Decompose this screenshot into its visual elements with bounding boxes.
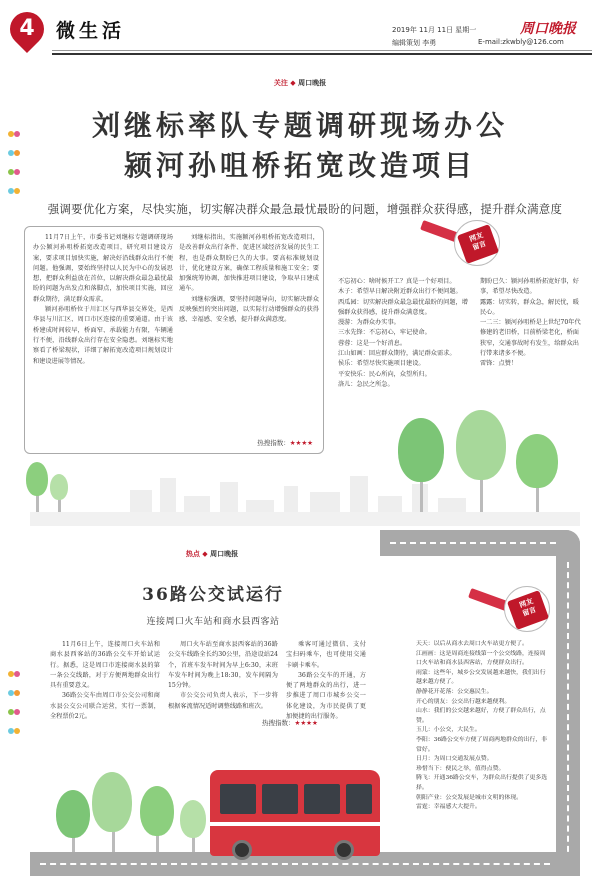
- comment-item: 西瓜园：切实解决群众最急最忧最盼的问题，增强群众获得感，提升群众满意度。: [338, 298, 468, 316]
- flag-dot-icon: ◆: [290, 79, 296, 87]
- bus-wheel-icon: [232, 840, 252, 860]
- comment-item: 不忘初心：啥时候开工？真是一个好项目。: [338, 278, 456, 285]
- tree-icon: [92, 772, 132, 832]
- comment-item: 期盼已久：颍河孙咀桥拓宽好事，好事，希望尽快改造。: [480, 278, 579, 296]
- comment-item: 珍惜当下：便民之举，值得点赞。: [416, 765, 505, 772]
- article1-paragraph: 颍河孙咀桥位于川汇区与西华县交界处，是西华县与川汇区、周口市区连接的重要通道。由于该桥建成时间较早，桥面窄、承载能力有限，车辆通行不便，沿线群众出行存在安全隐患。刘继标实地察看了桥梁现状，详细了解拓宽改造项目规划设计和建设进展等情况。: [33, 306, 173, 365]
- article1-comments-col2: [480, 277, 584, 370]
- road-dash: [390, 542, 566, 544]
- tree-icon: [50, 474, 68, 500]
- article2-paragraph: 乘客可通过微信、支付宝扫码乘车，也可使用交通卡刷卡乘车。: [286, 641, 366, 669]
- comment-item: 洛儿：急民之所急。: [338, 380, 394, 388]
- tree-icon: [516, 434, 558, 488]
- comment-item: 山水：我们的公交越来越好，方便了群众出行，点赞。: [416, 708, 546, 724]
- comments-badge: [454, 220, 500, 266]
- header-divider: [52, 50, 592, 51]
- editor-email: E-mail:zkwbly@126.com: [478, 38, 564, 46]
- article2-subheadline: 连接周口火车站和商水县西客站: [146, 617, 280, 627]
- tree-icon: [56, 790, 90, 838]
- article1-comments-col1: [338, 277, 468, 390]
- article2-paragraph: 周口火车站至商水县西客站的36路公交车线路全长约30公里，沿途设站24个，首班车发车时间为早上6:30，末班车发车时间为晚上18:30，发车间隔为15分钟。: [168, 641, 278, 690]
- article2-paragraph: 11月6日上午，连接周口火车站和商水县西客站的36路公交车开始试运行。据悉，这是周口市连接商水县的第一条公交线路，对于方便两地群众出行具有重要意义。: [50, 641, 160, 690]
- newspaper-logo: 周口晚报: [520, 21, 576, 37]
- flag-dot-icon: ◆: [202, 550, 208, 558]
- rating-stars-icon: ★★★★: [289, 439, 313, 447]
- road-dash: [567, 562, 569, 862]
- article1-body-box: [24, 226, 324, 454]
- comment-item: 漫游：为群众办实事。: [338, 319, 400, 327]
- tree-icon: [456, 410, 506, 480]
- header-divider-thick: [52, 53, 592, 55]
- article2-flag-paper: 周口晚报: [210, 550, 239, 558]
- article2-paragraph: 市公交公司负责人表示，下一步将根据客流情况适时调整线路和班次。: [168, 692, 278, 710]
- comment-item: 江画画：这是周商连接线第一个公交线路，连接周口火车站和商水县西客站，方便群众出行。: [416, 650, 546, 667]
- article1-paragraph: 刘继标指出，实施颍河孙咀桥拓宽改造项目，是改善群众出行条件、促进区域经济发展的民生工程，也是群众期盼已久的大事。要高标准规划设计，优化建设方案，确保工程质量和施工安全；要加强统筹协调，加快推进项目建设，争取早日建成通车。: [179, 234, 319, 293]
- comment-item: 腾飞：开通36路公交车，为群众出行提供了更多选择。: [416, 775, 548, 791]
- page-number: 4: [19, 16, 35, 41]
- article1-headline-line2: 颍河孙咀桥拓宽改造项目: [123, 149, 476, 182]
- article1-flag-label: 关注: [273, 79, 288, 87]
- article2-headline: 36路公交试运行: [142, 585, 284, 605]
- comment-item: 侯乐：希望尽快实施项目建设。: [338, 360, 425, 368]
- article2-rating: [262, 718, 318, 727]
- comment-item: 露露：切实转，群众急，解民忧，暖民心。: [480, 298, 579, 316]
- road-dash: [40, 863, 550, 865]
- article1-body-col1: [33, 233, 173, 367]
- comment-item: 李阳：36路公交车方便了周商两地群众的出行，非常好。: [416, 736, 548, 753]
- article2-paragraph: 36路公交车的开通，方便了两地群众的出行，进一步推进了周口市城乡公交一体化建设，为市民提供了更加便捷的出行服务。: [286, 671, 366, 721]
- bus-wheel-icon: [334, 840, 354, 860]
- article1-paragraph: 11月7日上午，市委书记刘继标专题调研现场办公颍河孙咀桥拓宽改造项目，研究项目建设方案，要求项目加快实施，解决好沿线群众出行不便问题。他强调，要始终坚持以人民为中心的发展思想，把群众利益放在首位，以解决群众最急最忧最盼的问题为出发点和落脚点，加快项目实施，回应群众期待，满足群众需求。: [33, 234, 173, 303]
- badge-label: 网友 留言: [468, 231, 488, 252]
- rating-stars-icon: ★★★★: [294, 719, 318, 727]
- tree-icon: [26, 462, 48, 496]
- badge-label: 网友 留言: [518, 597, 538, 618]
- article1-flag: [240, 78, 360, 88]
- comments-badge: [504, 586, 550, 632]
- rating-label: 热搜指数：: [262, 719, 295, 727]
- comment-item: 朝阳产业：公交发展是城市文明的体现。: [416, 794, 523, 801]
- section-title: 微生活: [56, 20, 126, 42]
- comment-item: 静静花开花落：公交惠民生。: [416, 688, 493, 695]
- article2-body-col3: [286, 640, 366, 722]
- article2-flag: [152, 549, 272, 559]
- article2-paragraph: 36路公交车由周口市公交公司和商水县公交公司联合运营，实行一票制，全程票价2元。: [50, 692, 160, 721]
- issue-date: 2019年 11月 11日 星期一: [392, 26, 477, 34]
- article2-body-col2: [168, 640, 278, 712]
- comment-item: 雷锋：点赞！: [480, 360, 518, 368]
- comment-item: 平安快乐：民心所向，众望所归。: [338, 370, 431, 378]
- article1-headline-line1: 刘继标率队专题调研现场办公: [91, 109, 508, 142]
- rating-label: 热搜指数：: [257, 439, 290, 447]
- ground-strip: [30, 512, 580, 526]
- article2-flag-label: 热点: [185, 550, 200, 558]
- article1-body-col2: [179, 233, 319, 326]
- comment-item: 日月：为周口交通发展点赞。: [416, 756, 493, 763]
- tree-icon: [180, 800, 206, 838]
- comment-item: 天天：以后从商水去周口火车站更方便了。: [416, 641, 528, 647]
- comment-item: 雷霆：幸福感大大提升。: [416, 804, 481, 811]
- comment-item: 木子：希望早日解决附近群众出行不便问题。: [338, 288, 462, 296]
- article1-subheadline: 强调要优化方案，尽快实施，切实解决群众最急最忧最盼的问题，增强群众获得感，提升群众满意度: [47, 202, 563, 216]
- editor-credit: 编辑策划 李勇: [392, 39, 437, 47]
- comment-item: 一二三：颍河孙咀桥是上世纪70年代修建的老旧桥，目前桥梁老化，桥面狭窄，交通事故时有发生，给群众出行带来诸多不便。: [480, 319, 581, 358]
- bus-illustration: [210, 770, 380, 856]
- page-header: [0, 0, 600, 64]
- article1-paragraph: 刘继标强调，要坚持问题导向，切实解决群众反映强烈的突出问题，以实际行动增强群众的获得感、幸福感、安全感，提升群众满意度。: [179, 295, 319, 324]
- article1-rating: [257, 438, 313, 447]
- article2-comments: [416, 640, 550, 813]
- comment-item: 雨蒙：这些年，城乡公交发展越来越快，我们出行越来越方便了。: [416, 669, 546, 686]
- decor-dots-bottom: [8, 662, 22, 738]
- article1-flag-paper: 周口晚报: [298, 79, 327, 87]
- comment-item: 江山如画：回应群众期待，满足群众需求。: [338, 350, 456, 358]
- comment-item: 三水先锋：不忘初心，牢记使命。: [338, 329, 431, 337]
- comment-item: 玉儿：小公交，大民生。: [416, 727, 481, 734]
- tree-icon: [140, 786, 174, 836]
- tree-icon: [398, 418, 444, 482]
- article2-body-col1: [50, 640, 160, 722]
- comment-item: 蓉蓉：这是一个好消息。: [338, 339, 407, 347]
- comment-item: 开心的朋友：公交出行越来越便利。: [416, 698, 511, 705]
